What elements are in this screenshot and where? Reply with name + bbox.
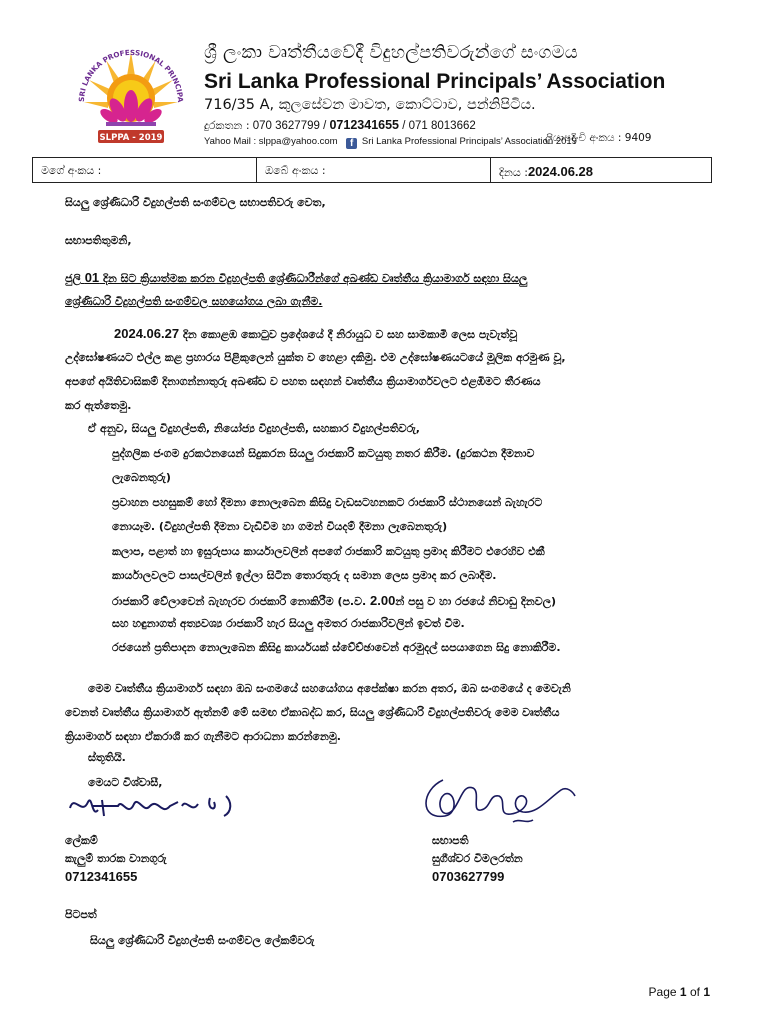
- secretary-title: ලේකම්: [65, 834, 98, 847]
- association-address: 716/35 A, කුලසේවන මාවත, කොට්ටාව, පන්නිපිටිය.: [204, 97, 536, 113]
- action-2-line-2: නොයෑම. (විදුහල්පති දීමනා වැඩිවීම හා ගමන් වියදම් දීමනා ලැබෙනතුරු): [112, 520, 448, 533]
- page-word: Page: [648, 985, 677, 999]
- paragraph-1-line-3: අපගේ අයිතිවාසිකම් දිනාගන්නාතුරු අඛණ්ඩ ව පහත සඳහන් වෘත්තීය ක්‍රියාමාර්ගවලට එළඹීමට තීරණය: [65, 375, 541, 388]
- action-4-line-1: [112, 593, 556, 609]
- subject-line-2: ශ්‍රේණිධාරි විදුහල්පති සංගම්වල සහයෝගය ලබා ගැනීම.: [65, 295, 323, 308]
- facebook-page: Sri Lanka Professional Principals’ Association 2019: [361, 136, 577, 147]
- paragraph-3-line-3: ක්‍රියාමාර්ග සඳහා ඒකරාශී කර ගැනීමට ආරාධනා කරන්නෙමු.: [65, 730, 341, 743]
- registration-number: ලියාපදිංචි අංකය : 9409: [545, 132, 652, 144]
- action-time: 2.00: [370, 593, 396, 608]
- incident-date: 2024.06.27: [114, 326, 180, 341]
- thanks: ස්තූතියි.: [88, 751, 126, 764]
- paragraph-1-line-1: [114, 326, 517, 342]
- copy-recipients: සියලු ශ්‍රේණිධාරි විදුහල්පති සංගම්වල ලේකම්වරු: [90, 934, 315, 947]
- phone-2: 0712341655: [329, 118, 400, 132]
- date-value: 2024.06.28: [527, 164, 594, 179]
- paragraph-2: ඒ අනුව, සියලු විදුහල්පති, නියෝජ්‍ය විදුහල්පති, සහකාර විදුහල්පතිවරු,: [88, 422, 420, 435]
- action-1-line-1: පුද්ගලික ජංගම දුරකථනයෙන් සිදුකරන සියලු රාජකාරි කටයුතු නතර කිරීම. (දුරකථන දීමනාව: [112, 447, 535, 460]
- paragraph-1-line-2: උද්ඝෝෂණයට එල්ල කළ ප්‍රහාරය පිළිකුලෙන් යුක්ත ව හෙළා දකිමු. එම උද්ඝෝෂණයටයේ මූලික අරමුණ වූ,: [65, 351, 566, 364]
- action-5: රජයෙන් ප්‍රතිපාදන නොලැබෙන කිසිදු කාර්යයක් ස්වේච්ඡාවෙන් අරමුදල් සපයාගෙන සිදු නොකිරීම.: [112, 641, 561, 654]
- secretary-signature: [62, 788, 252, 824]
- paragraph-3-line-1: මෙම වෘත්තීය ක්‍රියාමාර්ග සඳහා ඔබ සංගමයේ සහයෝගය අපේක්ෂා කරන අතර, ඔබ සංගමයේ ද මෙවැනි: [88, 682, 571, 695]
- subject-line-1: [65, 270, 527, 286]
- president-name: සුගීශ්වර විමලරත්න: [432, 852, 523, 865]
- my-reference: මගේ අංකය :: [33, 158, 257, 182]
- action-1-line-2: ලැබෙනතුරු): [112, 471, 171, 484]
- paragraph-3-line-2: වෙනත් වෘත්තීය ක්‍රියාමාර්ග ඇත්නම් මේ සමඟ ඒකාබද්ධ කර, සියලු ශ්‍රේණිධාරි විදුහල්පතිවරු මෙම වෘත්තීය: [65, 706, 560, 719]
- logo-badge-text: SLPPA - 2019: [99, 133, 163, 143]
- of-word: of: [689, 985, 700, 999]
- contact-line: [204, 136, 577, 149]
- action-3-line-2: කාර්යාලවලට පාසල්වලින් ඉල්ලා සිටින තොරතුරු ද සමාන ලෙස ප්‍රමාද කර ලබාදීම.: [112, 569, 497, 582]
- secretary-phone: 0712341655: [65, 869, 138, 884]
- salutation: සභාපතිතුමනි,: [65, 234, 132, 247]
- reference-bar: [32, 157, 712, 183]
- subject-text: දින සිට ක්‍රියාත්මක කරන විදුහල්පති ශ්‍රේණිධාරීන්ගේ අඛණ්ඩ වෘත්තීය ක්‍රියාමාර්ග සඳහා සියලු: [103, 272, 528, 285]
- date-label: දිනය :: [499, 166, 528, 179]
- logo-ring-text: SRI LANKA PROFESSIONAL PRINCIPA: [76, 47, 186, 103]
- your-reference: ඔබේ අංකය :: [257, 158, 491, 182]
- phone-label: දුරකතන :: [204, 119, 250, 132]
- phone-line: දුරකතන : 070 3627799 / 0712341655 / 071 8013662: [204, 118, 476, 132]
- action-text: න් පසු ව හා රජයේ නිවාඩු දිනවල): [395, 595, 557, 608]
- action-3-line-1: කලාප, පළාත් හා ඉසුරුපාය කාර්යාලවලින් අපගේ රාජකාරි කටයුතු ප්‍රමාද කිරීමට එරෙහිව එකී: [112, 545, 545, 558]
- copy-label: පිටපත්: [65, 908, 97, 921]
- page-number: [649, 985, 710, 999]
- action-2-line-1: ප්‍රවාහන පහසුකම් හෝ දීමනා නොලැබෙන කිසිදු වැඩසටහනකට රාජකාරි ස්ථානයෙන් බැහැරට: [112, 496, 543, 509]
- page-total: 1: [703, 985, 710, 999]
- subject-day: 01: [84, 270, 100, 285]
- president-title: සභාපති: [432, 834, 469, 847]
- secretary-name: කැලුම් තාරක වානගුරු: [65, 852, 167, 865]
- addressee: සියලු ශ්‍රේණිධාරි විදුහල්පති සංගම්වල සභාපතිවරු වෙත,: [65, 196, 326, 209]
- email-address: Yahoo Mail : slppa@yahoo.com: [204, 136, 338, 147]
- action-text: රාජකාරි වේලාවෙන් බැහැරව රාජකාරි නොකිරීම (ප.ව.: [112, 595, 367, 608]
- paragraph-text: දින කොළඹ කොටුව ප්‍රදේශයේ දී නිරායුධ ව සහ සාමකාමී ලෙස පැවැත්වූ: [182, 328, 518, 341]
- paragraph-1-line-4: කර ඇත්තෙමු.: [65, 399, 132, 412]
- association-logo: [62, 36, 200, 154]
- closing: මෙයට විශ්වාසී,: [88, 776, 163, 789]
- action-4-line-2: සහ හඳුනාගත් අත්‍යවශ්‍ය රාජකාරි හැර සියලු අමතර රාජකාරිවලින් ඉවත් වීම.: [112, 617, 465, 630]
- letter-date: [491, 158, 711, 182]
- association-title-english: Sri Lanka Professional Principals’ Association: [204, 70, 666, 93]
- subject-text: ජුලි: [65, 272, 81, 285]
- facebook-icon: f: [346, 138, 357, 149]
- president-phone: 0703627799: [432, 869, 505, 884]
- phone-1: 070 3627799: [252, 120, 320, 132]
- association-title-sinhala: ශ්‍රී ලංකා වෘත්තීයවේදී විදුහල්පතිවරුන්ගේ සංගමය: [204, 42, 578, 63]
- phone-3: 071 8013662: [408, 120, 476, 132]
- president-signature: [415, 770, 585, 834]
- page-current: 1: [679, 985, 687, 999]
